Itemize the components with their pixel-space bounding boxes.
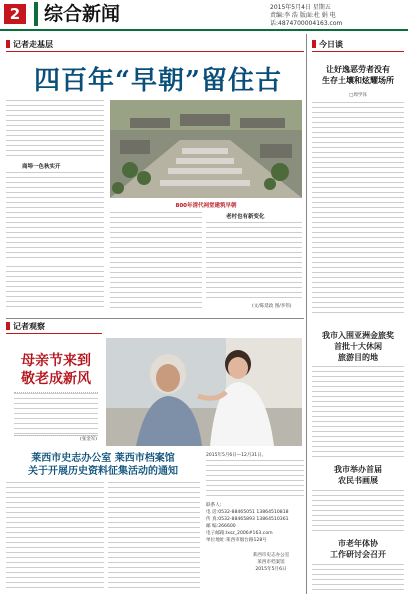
tag-today-talk: 今日谈 [312, 40, 343, 50]
issue-date: 2015年5月4日 星期五 [270, 4, 331, 11]
tag-underline-bottom [6, 333, 102, 334]
opinion-headline [312, 64, 404, 86]
contact-line: 联系人: [206, 503, 222, 508]
top-story-subhead-2: 老村也有新变化 [226, 214, 265, 220]
mother-day-intro [14, 392, 98, 436]
elder-sports-body [312, 564, 404, 594]
notice-date-line: 2015年5月6日—12月31日。 [206, 453, 267, 458]
tourism-headline-line2: 首批十大休闲 [334, 342, 382, 351]
top-story-body-1 [6, 172, 104, 262]
elder-headline-line1: 市老年体协 [338, 539, 378, 548]
contact-line: 传 真:0532-88465893 13864510361 [206, 517, 289, 522]
notice-body-col3 [206, 460, 304, 500]
tag-reporter-grassroots: 记者走基层 [6, 40, 53, 50]
opinion-body [312, 102, 404, 314]
top-story-body-col2b [206, 222, 302, 300]
issue-editors: 责编:李 浩 版面:杜 娟 电话:4874700004163.com [270, 12, 343, 27]
signature-line-2: 莱西市档案馆 [257, 560, 285, 565]
elder-sports-headline [312, 538, 404, 560]
contact-line: 电子邮箱:lxsz_2006#163.com [206, 531, 273, 536]
notice-headline [8, 452, 198, 478]
top-story-byline: (文/陈延政 图/李伟) [252, 304, 292, 309]
header-rule [0, 29, 408, 31]
top-story-headline: 四百年“早朝”留住古 [34, 66, 282, 96]
page-number: 2 [4, 4, 26, 24]
tourism-award-headline [312, 330, 404, 363]
notice-headline-line2: 关于开展历史资料征集活动的通知 [28, 466, 178, 477]
elder-headline-line2: 工作研讨会召开 [330, 550, 386, 559]
contact-info [206, 502, 304, 544]
aerial-village-photo [110, 100, 302, 198]
opinion-author: □周学泽 [349, 93, 367, 98]
mother-day-headline-line1: 母亲节来到 [21, 353, 91, 369]
mother-day-byline: (张金军) [80, 437, 98, 442]
top-story-subhead-1: 商埠一色秋实开 [22, 164, 61, 170]
top-story-body-2 [6, 266, 104, 308]
contact-line: 邮 编:266600 [206, 524, 236, 529]
top-story-intro [6, 100, 104, 158]
signature-date: 2015年5月6日 [255, 567, 287, 572]
art-exhibit-headline [312, 464, 404, 486]
notice-body-col2 [108, 482, 200, 592]
tag-underline [6, 51, 304, 52]
aerial-photo-caption: 800年清代祠堂建筑早朝 [175, 203, 237, 209]
tourism-headline-line1: 我市入围亚洲金旅奖 [322, 331, 394, 340]
notice-body-col1 [6, 482, 104, 592]
top-story-body-col2a [110, 212, 202, 312]
art-exhibit-body [312, 490, 404, 534]
contact-line: 电 话:0532-88465051 13864510818 [206, 510, 289, 515]
mother-day-headline-line2: 敬老成新风 [21, 371, 91, 387]
tourism-award-body [312, 366, 404, 458]
tourism-headline-line3: 旅游目的地 [338, 353, 378, 362]
section-title: 综合新闻 [34, 2, 164, 26]
notice-signature [238, 552, 304, 573]
signature-line-1: 莱西市史志办公室 [252, 553, 290, 558]
contact-line: 单位地址:莱西市烟台路128号 [206, 538, 267, 543]
notice-headline-line1: 莱西市史志办公室 莱西市档案馆 [31, 453, 175, 464]
issue-meta [270, 4, 406, 28]
tag-underline-right [312, 51, 404, 52]
mother-day-headline [10, 352, 102, 388]
art-headline-line1: 我市举办首届 [334, 465, 382, 474]
column-divider [306, 34, 307, 594]
art-headline-line2: 农民书画展 [338, 476, 378, 485]
opinion-headline-line2: 生存土壤和炫耀场所 [322, 76, 394, 85]
nurse-elder-photo [106, 338, 302, 446]
section-divider [6, 318, 304, 319]
tag-reporter-observation: 记者观察 [6, 322, 45, 332]
opinion-headline-line1: 让好逸恶劳者没有 [326, 65, 390, 74]
